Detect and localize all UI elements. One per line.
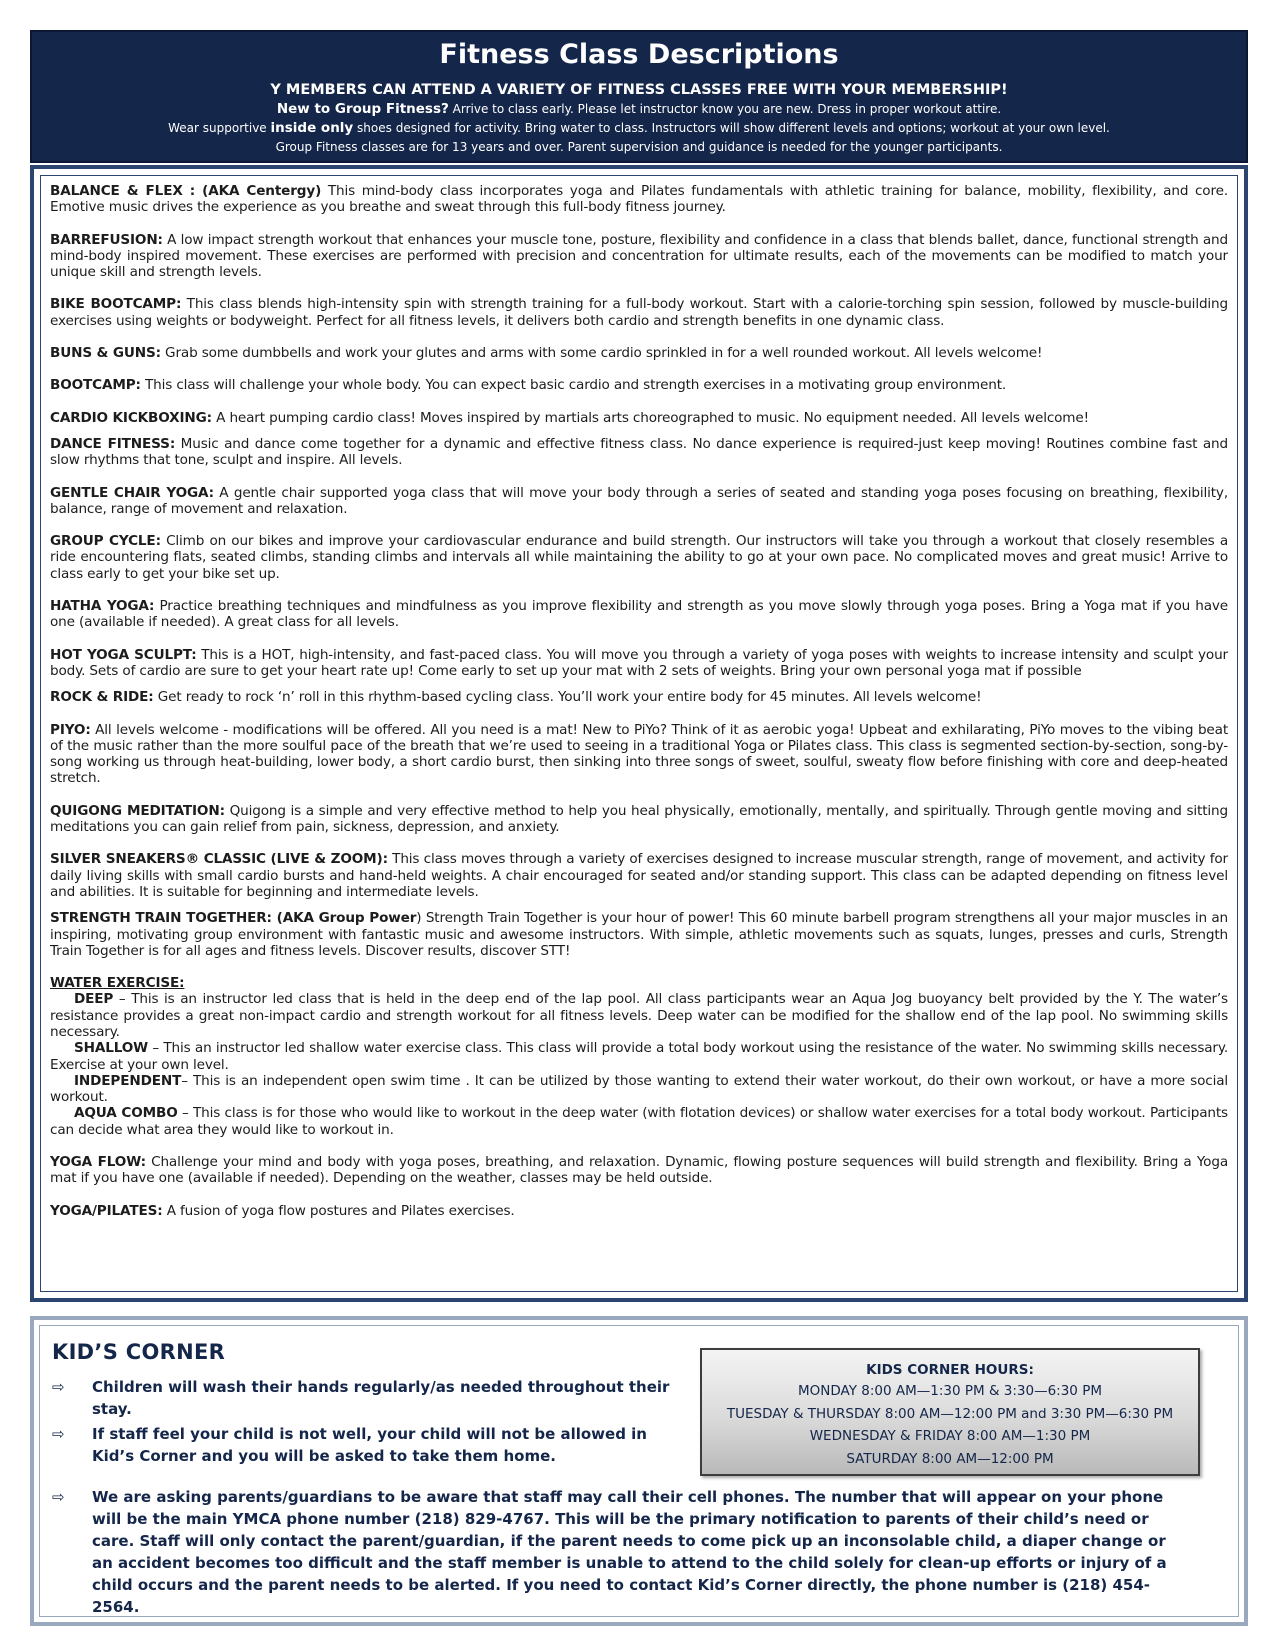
class-desc: This class blends high-intensity spin with strength training for a full-body workout. Start with a calorie-torching spin session, followed by muscle-building exercises using weights or bodyweight. Perfect for all fitness levels, it delivers both cardio and strength benefits in one dynamic class. — [50, 296, 1228, 329]
class-entry — [50, 689, 1228, 705]
intro-line-2 — [32, 119, 1246, 138]
kids-corner-hours-line: WEDNESDAY & FRIDAY 8:00 AM—1:30 PM — [809, 1428, 1091, 1444]
water-class-desc: – This an instructor led shallow water exercise class. This class will provide a total body workout using the resistance of the water. No swimming skills necessary. Exercise at your own level. — [50, 1040, 1228, 1073]
class-entry — [50, 533, 1228, 582]
class-name: QUIGONG MEDITATION: — [50, 802, 225, 819]
kids-corner-item-text: If staff feel your child is not well, your child will not be allowed in Kid’s Corner and you will be asked to take them home. — [92, 1425, 647, 1465]
kids-corner-hours-line: TUESDAY & THURSDAY 8:00 AM—12:00 PM and 3:30 PM—6:30 PM — [726, 1405, 1174, 1422]
intro-line-2-pre: Wear supportive — [168, 121, 271, 135]
class-desc: Practice breathing techniques and mindfulness as you improve flexibility and strength as you move slowly through yoga poses. Bring a Yoga mat if you have one (available if needed). A great class for all levels. — [50, 598, 1228, 631]
class-name: GROUP CYCLE: — [50, 533, 161, 550]
class-desc: This class will challenge your whole body. You can expect basic cardio and strength exercises in a motivating group environment. — [140, 377, 1007, 394]
class-entry — [50, 647, 1228, 680]
class-desc: A heart pumping cardio class! Moves inspired by martials arts choreographed to music. No equipment needed. All levels welcome! — [211, 409, 1089, 426]
kids-corner-title: KID’S CORNER — [52, 1340, 226, 1364]
page-subtitle: Y MEMBERS CAN ATTEND A VARIETY OF FITNESS CLASSES FREE WITH YOUR MEMBERSHIP! — [270, 82, 1008, 98]
class-descriptions-panel — [30, 165, 1248, 1302]
water-class-name: INDEPENDENT — [74, 1072, 182, 1089]
class-desc: Quigong is a simple and very effective method to help you heal physically, emotionally, mentally, and spiritually. Through gentle moving and sitting meditations you can gain relief from pain, sickness, depression, and anxiety. — [50, 802, 1228, 836]
class-desc: This is a HOT, high-intensity, and fast-paced class. You will move you through a variety of yoga poses with weights to increase intensity and sculpt your body. Sets of cardio are sure to get your heart rate up! Come early to set up your mat with 2 sets of weights. Bring your own personal yoga mat if possible — [50, 646, 1228, 679]
intro-line-2-post: shoes designed for activity. Bring water to class. Instructors will show different levels and options; workout at your own level. — [353, 121, 1110, 135]
class-desc: Challenge your mind and body with yoga poses, breathing, and relaxation. Dynamic, flowing posture sequences will build strength and flexibility. Bring a Yoga mat if you have one (available if needed). Depending on the weather, classes may be held outside. — [50, 1154, 1228, 1187]
kids-corner-inner — [39, 1325, 1239, 1617]
water-class-desc: – This is an instructor led class that is held in the deep end of the lap pool. All class participants wear an Aqua Jog buoyancy belt provided by the Y. The water’s resistance provides a great non-impact cardio and strength workout for all fitness levels. Deep water can be modified for the shallow end of the lap pool. No swimming skills necessary. — [50, 991, 1228, 1040]
class-entry — [50, 851, 1228, 900]
water-class-entry — [50, 991, 1228, 1040]
class-entry — [50, 485, 1228, 518]
class-desc: A gentle chair supported yoga class that will move your body through a series of seated and standing yoga poses focusing on breathing, flexibility, balance, range of movement and relaxation. — [50, 484, 1228, 517]
class-name: BALANCE & FLEX : (AKA Centergy) — [50, 183, 322, 199]
class-desc: A fusion of yoga flow postures and Pilates exercises. — [162, 1202, 515, 1219]
class-entry — [50, 910, 1228, 959]
kids-corner-hours-box — [700, 1348, 1200, 1476]
water-exercise-section — [50, 975, 1228, 1138]
kids-corner-item-text: Children will wash their hands regularly/as needed throughout their stay. — [92, 1378, 670, 1418]
class-entry — [50, 410, 1228, 426]
class-name: DANCE FITNESS: — [50, 435, 176, 452]
water-class-entry — [50, 1105, 1228, 1138]
class-name: BIKE BOOTCAMP: — [50, 296, 182, 313]
class-desc: A low impact strength workout that enhances your muscle tone, posture, flexibility and confidence in a class that blends ballet, dance, functional strength and mind-body inspired movement. These exercises are performed with precision and concentration for ultimate results, each of the movements can be modified to match your unique skill and strength levels. — [50, 231, 1228, 281]
arrow-right-icon: ⇨ — [52, 1425, 65, 1443]
class-name: BOOTCAMP: — [50, 377, 141, 394]
class-name: HATHA YOGA: — [50, 598, 155, 615]
kids-corner-hours-line: MONDAY 8:00 AM—1:30 PM & 3:30—6:30 PM — [798, 1383, 1102, 1399]
class-name: GENTLE CHAIR YOGA: — [50, 484, 214, 501]
class-entry — [50, 1203, 1228, 1219]
class-entry — [50, 232, 1228, 281]
class-name: STRENGTH TRAIN TOGETHER: (AKA Group Power — [50, 910, 417, 927]
class-name: HOT YOGA SCULPT: — [50, 646, 197, 663]
class-descriptions-list — [40, 175, 1238, 1292]
water-exercise-heading: WATER EXERCISE: — [50, 975, 185, 992]
kids-corner-hours-line: SATURDAY 8:00 AM—12:00 PM — [846, 1450, 1054, 1467]
class-desc: All levels welcome - modifications will be offered. All you need is a mat! New to PiYo? Think of it as aerobic yoga! Upbeat and exhilarating, PiYo moves to the vibing beat of the music rather than the more soulful pace of the breath that we’re used to seeing in a traditional Yoga or Pilates class. This class is segmented section-by-section, song-by-song working us through heat-building, lower body, a short cardio burst, then sinking into three songs of sweet, soulful, sweaty flow before finishing with core and deep-heated stretch. — [50, 721, 1228, 787]
intro-line-2-bold: inside only — [270, 120, 354, 136]
class-desc: ) Strength Train Together is your hour of power! This 60 minute barbell program strengthens all your major muscles in an inspiring, motivating group environment with fantastic music and awesome instructors. With simple, athletic movements such as squats, lunges, presses and curls, Strength Train Together is for all ages and fitness levels. Discover results, discover STT! — [50, 910, 1229, 959]
class-desc: Get ready to rock ‘n’ roll in this rhythm-based cycling class. You’ll work your entire body for 45 minutes. All levels welcome! — [153, 689, 982, 706]
intro-line-1 — [32, 100, 1246, 119]
class-desc: This mind-body class incorporates yoga and Pilates fundamentals with athletic training for balance, mobility, flexibility, and core. Emotive music drives the experience as you breathe and sweat through this full-body fitness journey. — [50, 183, 1228, 216]
class-name: PIYO: — [50, 721, 91, 738]
class-desc: This class moves through a variety of exercises designed to increase muscular strength, range of movement, and activity for daily living skills with small cardio bursts and hand-held weights. A chair encouraged for seated and/or standing support. This class can be adapted depending on fitness level and abilities. It is suitable for beginning and intermediate levels. — [50, 851, 1228, 900]
class-entry — [50, 183, 1228, 216]
class-name: BUNS & GUNS: — [50, 345, 161, 362]
intro-line-1-bold: New to Group Fitness? — [276, 101, 449, 117]
class-entry — [50, 345, 1228, 361]
class-entry — [50, 436, 1228, 469]
class-name: BARREFUSION: — [50, 231, 163, 248]
class-name: ROCK & RIDE: — [50, 689, 154, 706]
water-class-name: DEEP — [74, 991, 114, 1008]
intro-line-3: Group Fitness classes are for 13 years and over. Parent supervision and guidance is needed for the younger participants. — [275, 140, 1003, 154]
class-name: YOGA/PILATES: — [50, 1202, 163, 1219]
class-desc: Grab some dumbbells and work your glutes and arms with some cardio sprinkled in for a well rounded workout. All levels welcome! — [160, 345, 1043, 362]
class-desc: Music and dance come together for a dynamic and effective fitness class. No dance experience is required-just keep moving! Routines combine fast and slow rhythms that tone, sculpt and inspire. All levels. — [50, 435, 1228, 469]
water-class-entry — [50, 1073, 1228, 1106]
page-title: Fitness Class Descriptions — [439, 39, 839, 70]
class-entry — [50, 296, 1228, 329]
arrow-right-icon: ⇨ — [52, 1488, 65, 1506]
kids-corner-hours-title: KIDS CORNER HOURS: — [866, 1362, 1034, 1378]
water-class-name: AQUA COMBO — [74, 1105, 178, 1122]
kids-corner-item — [52, 1423, 662, 1467]
kids-corner-item — [52, 1376, 692, 1420]
class-entry — [50, 598, 1228, 631]
kids-corner-item — [52, 1486, 1187, 1618]
class-entry — [50, 803, 1228, 836]
kids-corner-item-text: We are asking parents/guardians to be aware that staff may call their cell phones. The number that will appear on your phone will be the main YMCA phone number (218) 829-4767. This will be the primary notification to parents of their child’s need or care. Staff will only contact the parent/guardian, if the parent needs to come pick up an inconsolable child, a diaper change or an accident becomes too difficult and the staff member is unable to attend to the child solely for clean-up efforts or injury of a child occurs and the parent needs to be alerted. If you need to contact Kid’s Corner directly, the phone number is (218) 454-2564. — [92, 1488, 1167, 1616]
class-entry — [50, 377, 1228, 393]
class-entry — [50, 722, 1228, 787]
water-class-name: SHALLOW — [74, 1040, 149, 1057]
class-entry — [50, 1154, 1228, 1187]
class-name: CARDIO KICKBOXING: — [50, 409, 212, 426]
water-class-desc: – This is an independent open swim time . It can be utilized by those wanting to extend their water workout, do their own workout, or have a more social workout. — [50, 1072, 1228, 1106]
intro-line-1-text: Arrive to class early. Please let instructor know you are new. Dress in proper workout attire. — [448, 102, 1002, 116]
arrow-right-icon: ⇨ — [52, 1378, 65, 1396]
class-name: SILVER SNEAKERS® CLASSIC (LIVE & ZOOM): — [50, 851, 388, 868]
header-banner — [30, 30, 1248, 163]
class-name: YOGA FLOW: — [50, 1154, 146, 1171]
kids-corner-panel — [30, 1316, 1248, 1626]
class-desc: Climb on our bikes and improve your cardiovascular endurance and build strength. Our instructors will take you through a workout that closely resembles a ride encountering flats, seated climbs, standing climbs and intervals all while maintaining the ability to go at your own pace. No complicated moves and great music! Arrive to class early to get your bike set up. — [50, 533, 1229, 582]
water-class-entry — [50, 1040, 1228, 1073]
water-class-desc: – This class is for those who would like to workout in the deep water (with flotation devices) or shallow water exercises for a total body workout. Participants can decide what area they would like to workout in. — [50, 1105, 1228, 1138]
